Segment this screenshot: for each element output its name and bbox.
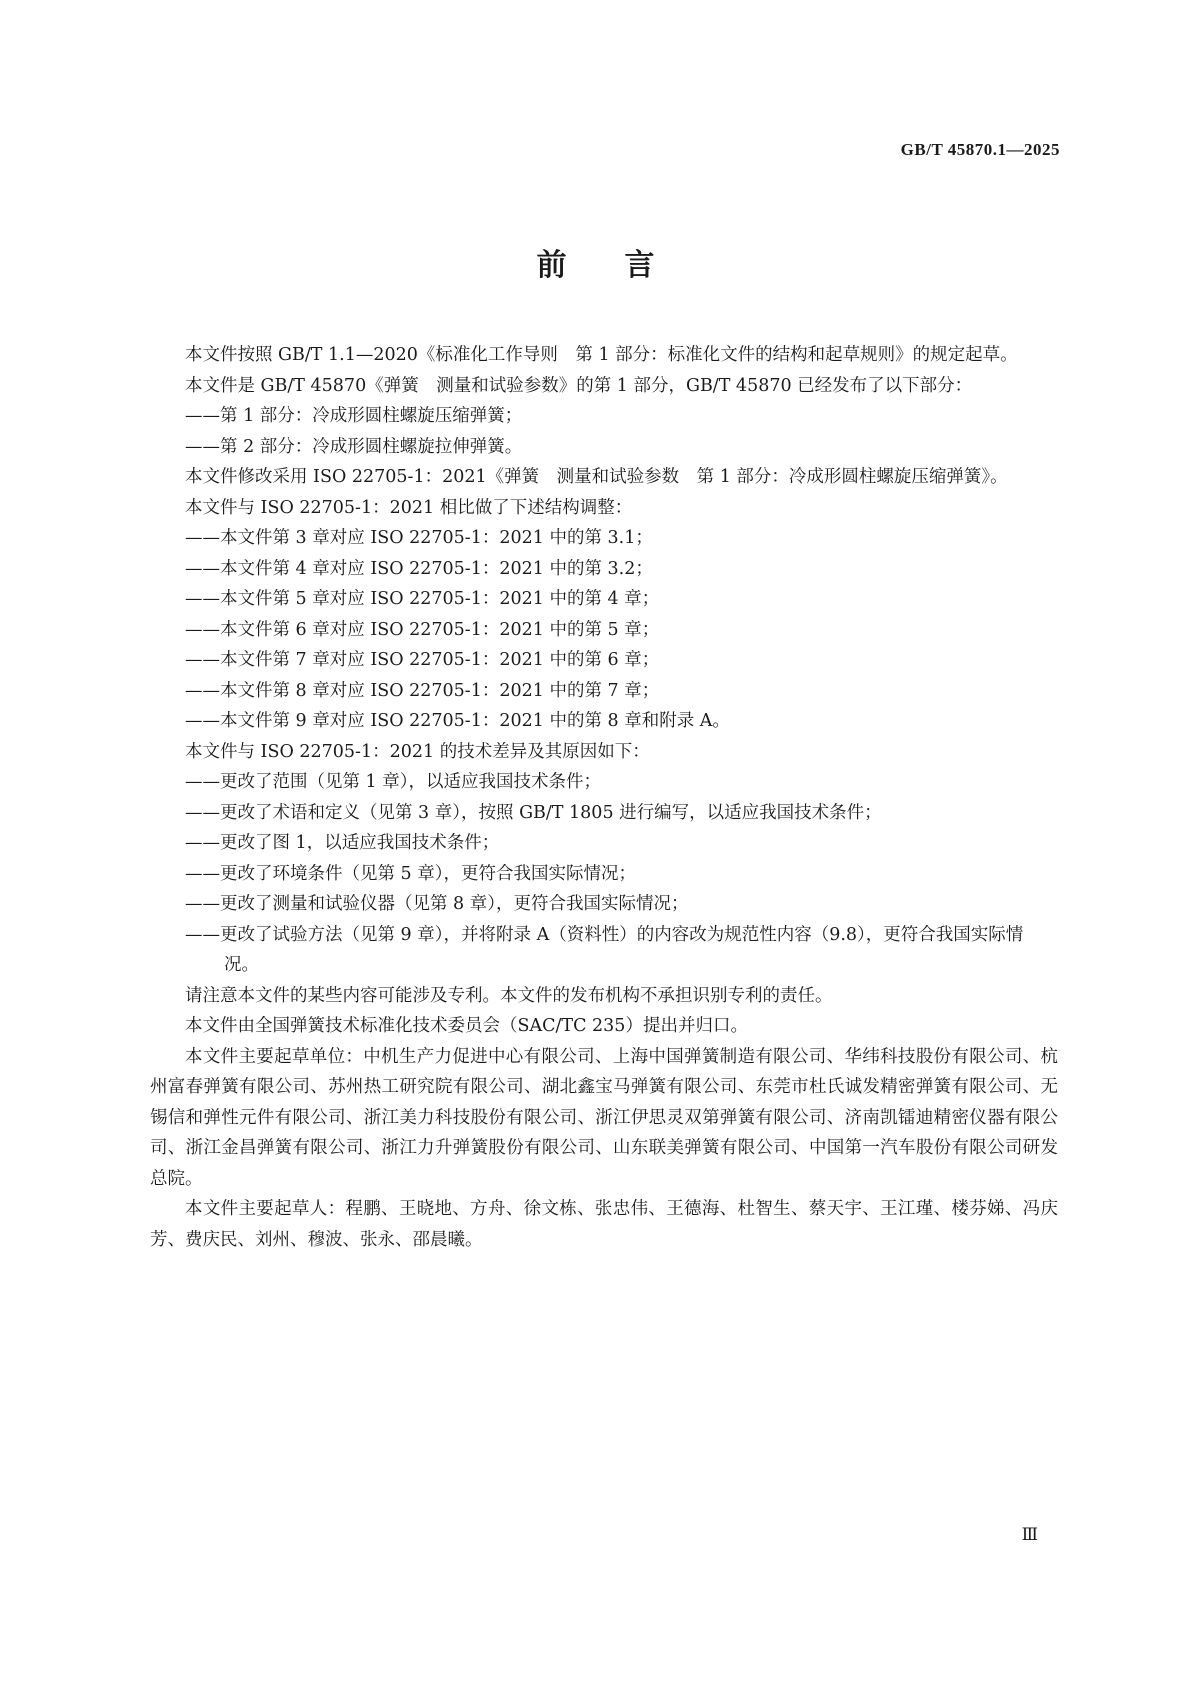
- paragraph-technical-differences: 本文件与 ISO 22705-1：2021 的技术差异及其原因如下：: [185, 741, 650, 762]
- list-item: ——第 2 部分：冷成形圆柱螺旋拉伸弹簧。: [185, 436, 523, 457]
- standard-code: GB/T 45870.1—2025: [900, 140, 1060, 159]
- list-item: ——本文件第 8 章对应 ISO 22705-1：2021 中的第 7 章；: [185, 680, 660, 701]
- paragraph-modified-adoption: 本文件修改采用 ISO 22705-1：2021《弹簧 测量和试验参数 第 1 部分：冷成形圆柱螺旋压缩弹簧》。: [185, 467, 1008, 487]
- list-item: ——更改了图 1，以适应我国技术条件；: [185, 833, 500, 853]
- paragraph-part-of-series: 本文件是 GB/T 45870《弹簧 测量和试验参数》的第 1 部分，GB/T 45870 已经发布了以下部分：: [185, 375, 973, 396]
- paragraph-drafting-organizations: 本文件主要起草单位：中机生产力促进中心有限公司、上海中国弹簧制造有限公司、华纬科技股份有限公司、杭州富春弹簧有限公司、苏州热工研究院有限公司、湖北鑫宝马弹簧有限公司、东莞市杜氏诚发精密弹簧有限公司、无锡信和弹性元件有限公司、浙江美力科技股份有限公司、浙江伊思灵双第弹簧有限公司、济南凯镭迪精密仪器有限公司、浙江金昌弹簧有限公司、浙江力升弹簧股份有限公司、山东联美弹簧有限公司、中国第一汽车股份有限公司研发总院。: [150, 1046, 1058, 1189]
- list-item: ——本文件第 3 章对应 ISO 22705-1：2021 中的第 3.1；: [185, 528, 653, 548]
- foreword-body: [150, 340, 1058, 1255]
- paragraph-drafters: 本文件主要起草人：程鹏、王晓地、方舟、徐文栋、张忠伟、王德海、杜智生、蔡天宇、王江瑾、楼芬娣、冯庆芳、费庆民、刘州、穆波、张永、邵晨曦。: [150, 1199, 1058, 1250]
- page-title: 前言: [536, 248, 713, 283]
- list-item: ——更改了范围（见第 1 章），以适应我国技术条件；: [185, 772, 602, 792]
- list-item: ——本文件第 9 章对应 ISO 22705-1：2021 中的第 8 章和附录 A。: [185, 711, 730, 731]
- paragraph-patent-notice: 请注意本文件的某些内容可能涉及专利。本文件的发布机构不承担识别专利的责任。: [185, 985, 833, 1006]
- paragraph-drafting-rules: 本文件按照 GB/T 1.1—2020《标准化工作导则 第 1 部分：标准化文件的结构和起草规则》的规定起草。: [185, 345, 1018, 365]
- list-item: ——更改了测量和试验仪器（见第 8 章），更符合我国实际情况；: [185, 894, 689, 914]
- list-item: ——本文件第 5 章对应 ISO 22705-1：2021 中的第 4 章；: [185, 589, 660, 609]
- list-item: ——第 1 部分：冷成形圆柱螺旋压缩弹簧；: [185, 406, 523, 426]
- list-item: ——本文件第 4 章对应 ISO 22705-1：2021 中的第 3.2；: [185, 558, 653, 579]
- list-item: ——本文件第 7 章对应 ISO 22705-1：2021 中的第 6 章；: [185, 650, 660, 670]
- page-number: Ⅲ: [1021, 1525, 1038, 1544]
- paragraph-proposed-by: 本文件由全国弹簧技术标准化技术委员会（SAC/TC 235）提出并归口。: [185, 1016, 748, 1036]
- list-item: ——本文件第 6 章对应 ISO 22705-1：2021 中的第 5 章；: [185, 619, 660, 640]
- list-item: ——更改了试验方法（见第 9 章），并将附录 A（资料性）的内容改为规范性内容（9.8），更符合我国实际情况。: [185, 924, 1024, 975]
- list-item: ——更改了环境条件（见第 5 章），更符合我国实际情况；: [185, 863, 637, 884]
- list-item: ——更改了术语和定义（见第 3 章），按照 GB/T 1805 进行编写，以适应我国技术条件；: [185, 802, 882, 823]
- paragraph-structural-changes: 本文件与 ISO 22705-1：2021 相比做了下述结构调整：: [185, 497, 633, 518]
